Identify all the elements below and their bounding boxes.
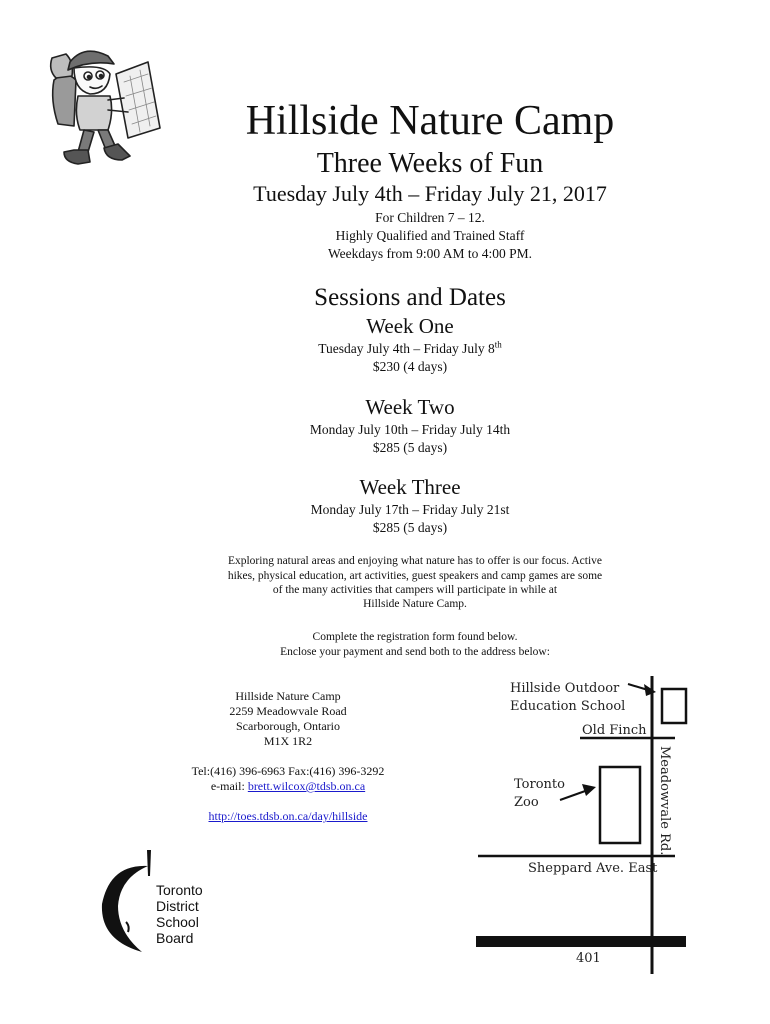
school-label-line-2: Education School: [510, 699, 626, 714]
page-title: Hillside Nature Camp: [245, 98, 615, 144]
instructions-line-2: Enclose your payment and send both to the address below:: [280, 646, 550, 658]
week-two-price: $285 (5 days): [372, 440, 448, 455]
website-link[interactable]: http://toes.tdsb.on.ca/day/hillside: [208, 809, 368, 823]
staff-info: Highly Qualified and Trained Staff: [335, 228, 525, 243]
school-label-line-1: Hillside Outdoor: [510, 681, 620, 696]
logo-line-toronto: Toronto: [156, 882, 203, 898]
description-line-2: hikes, physical education, art activities, guest speakers and camp games are some: [227, 570, 603, 582]
week-one-price: $230 (4 days): [372, 359, 448, 374]
week-three-price: $285 (5 days): [372, 520, 448, 535]
week-three-dates: Monday July 17th – Friday July 21st: [310, 502, 510, 517]
tdsb-logo-mark: [96, 848, 160, 958]
age-range: For Children 7 – 12.: [375, 210, 485, 225]
highway-401: [476, 936, 686, 947]
city: Scarborough, Ontario: [236, 719, 340, 733]
logo-line-board: Board: [156, 930, 194, 946]
meadowvale-label: Meadowvale Rd.: [657, 746, 672, 856]
zoo-area: [600, 767, 640, 843]
week-two-dates: Monday July 10th – Friday July 14th: [309, 422, 511, 437]
map-drawing: [470, 672, 770, 992]
week-two-title: Week Two: [365, 395, 455, 419]
highway-label: 401: [576, 951, 601, 966]
week-three-title: Week Three: [359, 475, 461, 499]
page-subtitle: Three Weeks of Fun: [316, 148, 544, 179]
logo-line-school: School: [156, 914, 199, 930]
instructions-line-1: Complete the registration form found below.: [312, 631, 518, 643]
sessions-heading: Sessions and Dates: [314, 284, 506, 311]
sheppard-label: Sheppard Ave. East: [528, 861, 658, 876]
logo-text: [156, 882, 203, 946]
tdsb-logo: [96, 848, 236, 958]
postal-code: M1X 1R2: [263, 734, 313, 748]
phone-fax: Tel:(416) 396-6963 Fax:(416) 396-3292: [191, 764, 385, 778]
description-line-3: of the many activities that campers will participate in while at: [272, 584, 558, 596]
old-finch-label: Old Finch: [582, 723, 647, 738]
website-line: [188, 809, 388, 824]
logo-line-district: District: [156, 898, 199, 914]
week-one-dates: Tuesday July 4th – Friday July 8th: [318, 339, 502, 356]
school-building: [662, 689, 686, 723]
week-one-dates-suffix: th: [494, 339, 502, 350]
week-one-title: Week One: [366, 314, 454, 338]
camp-name: Hillside Nature Camp: [235, 689, 341, 703]
description-line-1: Exploring natural areas and enjoying what nature has to offer is our focus. Active: [227, 555, 603, 567]
email-line: [188, 779, 388, 794]
zoo-label-line-2: Zoo: [514, 795, 539, 810]
location-map: [470, 672, 770, 992]
hours-info: Weekdays from 9:00 AM to 4:00 PM.: [327, 246, 533, 261]
street-address: 2259 Meadowvale Road: [229, 704, 347, 718]
email-prefix: e-mail:: [210, 779, 248, 793]
description-line-4: Hillside Nature Camp.: [363, 598, 467, 610]
zoo-label-line-1: Toronto: [514, 777, 565, 792]
camp-dates: Tuesday July 4th – Friday July 21, 2017: [253, 181, 607, 206]
email-link[interactable]: brett.wilcox@tdsb.on.ca: [247, 779, 366, 793]
